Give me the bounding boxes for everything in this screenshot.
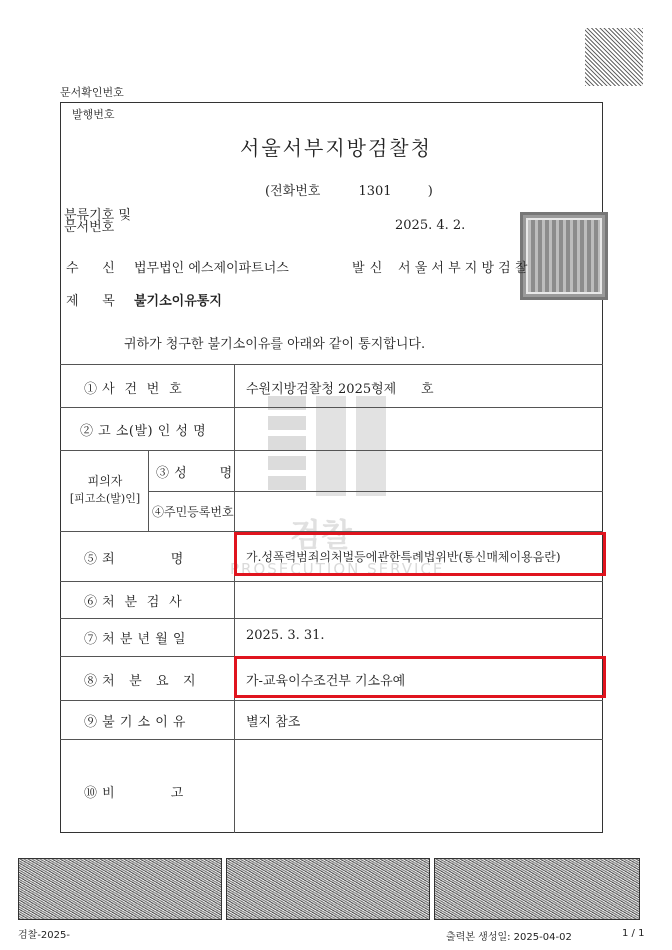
sender-value: 서 울 서 부 지 방 검 찰 [398, 261, 528, 276]
phone-value: 1301 [358, 184, 392, 199]
complainant-label: ② 고 소(발) 인 성 명 [80, 424, 207, 439]
disposition-summary-label: ⑧ 처 분 요 지 [84, 674, 197, 689]
reason-label: ⑨ 불 기 소 이 유 [84, 715, 186, 730]
footer-page: 1 / 1 [622, 928, 645, 939]
recipient-value: 법무법인 에스제이파트너스 [134, 261, 289, 276]
footer-left: 검찰-2025- [18, 930, 70, 941]
disposition-date-value: 2025. 3. 31. [246, 628, 325, 643]
case-no-value: 수원지방검찰청 2025형제 호 [246, 382, 434, 397]
barcode-strip-3 [434, 858, 640, 920]
subject-value: 불기소이유통지 [134, 294, 222, 309]
phone-close: ) [427, 184, 433, 199]
charge-label: ⑤ 죄 명 [84, 552, 184, 567]
charge-highlight-box [234, 532, 606, 576]
suspect-group-label-1: 피의자 [87, 474, 123, 488]
disposition-date-label: ⑦ 처 분 년 월 일 [84, 632, 186, 647]
suspect-group-label-2: [피고소(발)인] [69, 492, 141, 505]
subject-label: 제 목 [66, 294, 116, 309]
suspect-name-label: ③ 성 명 [156, 466, 233, 481]
intro-text: 귀하가 청구한 불기소이유를 아래와 같이 통지합니다. [124, 337, 426, 352]
charge-value: 가.성폭력범죄의처벌등에관한특례법위반(통신매체이용음란) [246, 550, 561, 564]
prosecutor-label: ⑥ 처 분 검 사 [84, 595, 183, 610]
phone-label: (전화번호 [265, 184, 321, 199]
qr-code [585, 28, 643, 86]
watermark-eng: PROSECUTION SERVICE [230, 560, 445, 578]
classification-label [64, 210, 131, 234]
document-date: 2025. 4. 2. [395, 218, 466, 233]
disposition-highlight-box [234, 656, 606, 698]
agency-title: 서울서부지방검찰청 [240, 136, 432, 160]
issue-no-label: 발행번호 [72, 108, 115, 121]
disposition-summary-value: 가-교육이수조건부 기소유예 [246, 674, 406, 689]
case-no-label: ① 사 건 번 호 [84, 382, 183, 397]
suspect-group-label [64, 472, 146, 508]
classification-label-2: 문서번호 [64, 220, 115, 235]
sender-label: 발 신 [352, 261, 383, 276]
barcode-strip-2 [226, 858, 430, 920]
barcode-strip-1 [18, 858, 222, 920]
reason-value: 별지 참조 [246, 715, 301, 730]
recipient-label: 수 신 [66, 261, 116, 276]
doc-confirm-label: 문서확인번호 [60, 86, 124, 99]
suspect-rrn-label: ④주민등록번호 [152, 505, 234, 519]
remarks-label: ⑩ 비 고 [84, 786, 184, 801]
official-seal [520, 212, 608, 300]
footer-output-date: 출력본 생성일: 2025-04-02 [446, 932, 572, 943]
phone-line [265, 180, 433, 199]
classification-label-1: 분류기호 및 [64, 208, 131, 223]
watermark-logo [268, 396, 398, 496]
watermark-kor: 검찰 [290, 516, 352, 554]
